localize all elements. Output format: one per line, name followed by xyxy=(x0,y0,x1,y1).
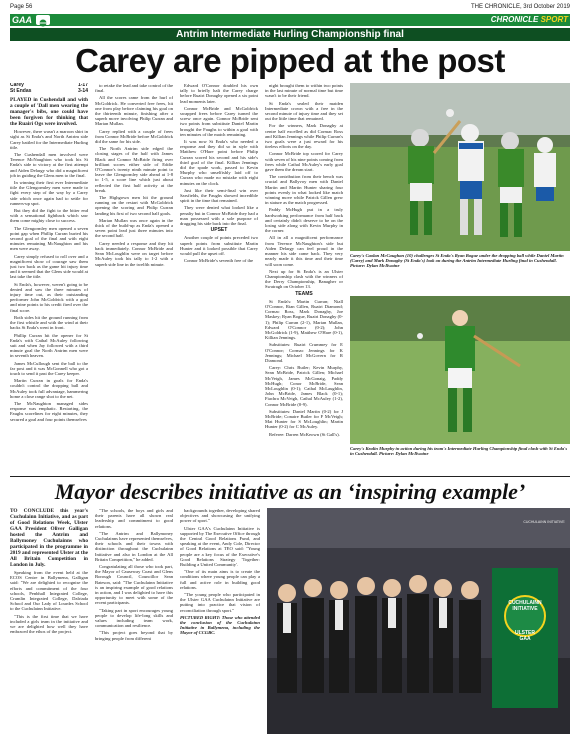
paragraph: "Taking part in sport encourages young people to develop life-long skills and values including team work, communication and resilience. xyxy=(95,607,173,629)
paragraph: Both sides hit the ground running from the first whistle and with the wind at their backs St Enda's went in front. xyxy=(10,314,88,331)
paragraph: The Highgown men hit the ground running on the restart with McGoldrick opening the scoring and Philip Curran landing his first of two second half goals. xyxy=(95,195,173,216)
article-lead: PLAYED in Cushendall and with a couple of 'Dall men wearing the manager's bibs, one could have been forgiven for thinking that the Ruairi Ogs were involved. xyxy=(10,97,88,128)
paragraph: The McNaughton managed sides response was emphatic. Restarting, the Faughs scorelines for eight minutes, they secured a goal and four points themselves xyxy=(10,400,88,422)
paragraph: The Cushendall men involved were Terence McNaughton who took his St Enda's side to victory at the first attempt and Aiden Delargy who did a magnificent job in guiding the Glens men to the final. xyxy=(10,152,88,178)
paragraph: The contribution from their bench was crucial and Ballyvoy men with Daniel Martin and Martin Hunter sharing four points evenly in what looked like match winning move while Patrick Gillen grew in stature as the match progressed. xyxy=(265,174,343,206)
paragraph: But they did the fight to the bitter end with a sensational fightback which saw them come mighty close to success. xyxy=(10,208,88,224)
team-line: Carey: Chris Butler; Kevin Murphy, Sean McBride, Patrick Gillen; Michael McVeigh, James McGonaig, Paddy McHugh; Conor McBride, Sean McLoughlin (0-1); Cathal McLaughlin, John McBride, James Black (0-1); Fiachra McVeigh, Cathal McAuley (1-2), Connor McBride (0-9). xyxy=(265,365,343,407)
paragraph: The North Antrim side edged the closing stages of the half with James Black and Connor McBride firing over brilliant scores either side of Eddie O'Connor's twenty ninth minute point to leave the Glengormley side ahead at 1-8 to 1-5, a score line which just about reflected the first half activity at the break. xyxy=(95,146,173,193)
section-title: Antrim Intermediate Hurling Championship final xyxy=(10,28,570,41)
gaa-label: GAA xyxy=(12,15,32,25)
team-line: St Enda's: Martin Curran; Niall O'Connor, Rian Gillen, Ruairi Diamond; Cormac Ross, Mark Donaghy, Joe Maskey; Ryan Bogue, Ruairi Donaghy (0-1); Philip Curran (2-1), Marian Mullan, Edward O'Connor (0-2); John McGoldrick (1-9), Matthew O'Hare (0-1), Killian Jennings. xyxy=(265,298,343,341)
paragraph: "This project goes beyond that by bringing people from different xyxy=(95,630,173,641)
paragraph: Just like their semi-final win over Sarsfields, the Faughs showed incredible spirit in the time that remained. xyxy=(180,187,258,204)
hurling-photo-2 xyxy=(350,296,570,444)
team-line: Substitutes: Daniel Martin (0-2) for J McBride; Conaire Butler for F McVeigh; Mat Hunter for S McLoughlin; Martin Hunter (0-2) for C McAuley. xyxy=(265,408,343,430)
paragraph: St Enda's, however, weren't going to be denied and saw the three minutes of injury time out, as their outstanding performer John McGoldrick with a goal and nine points to his credit fired over the final score. xyxy=(10,281,88,313)
paragraph: However, there wasn't a maroon shirt in sight as St Enda's and North Antrim side Carey battled for the Intermediate Hurling title. xyxy=(10,129,88,150)
sport-banner xyxy=(10,14,570,26)
paragraph: Speaking from the event held at the ECOS Centre in Ballymena, Galligan said: "We are delighted to recognise the efforts and commitment of the four schools, Penbhall Integrated College, Crumlin Integrated College, Dalriada School and Our Lady of Lourdes School to the Cuchulainn Initiative. xyxy=(10,570,88,612)
team-line: Substitutes: Ruairi Crummey for E O'Connor; Cormac Jennings for K Jennings; Michael McGovern for R Diamond. xyxy=(265,342,343,363)
paragraph: Connor McBride and McGoldrick swapped frees before Carey turned the screw once again. Connor McBride sent two points from substitute Daniel Martin brought the Faughs to within a goal with ten minutes of the match remaining. xyxy=(180,105,258,137)
article-column-4 xyxy=(265,83,343,473)
article-column-1 xyxy=(10,83,88,473)
photo-caption-2: Carey's Kealin Murphy in action during his team's Intermediate Hurling Championship final clash with St Enda's in Cushendall. Picture: Dylan McIlwaine xyxy=(350,446,568,457)
hurling-photo-1 xyxy=(350,83,570,251)
paragraph: night brought them to within two points in the last minute of normal time but time wasn't to be their friend. xyxy=(265,83,343,99)
paragraph: Edward O'Connor doubled his own tally to briefly halt the Carey charge before Ruairi Donaghy opened a six point lead moments later. xyxy=(180,83,258,104)
article-column-2 xyxy=(95,83,173,473)
paragraph: For the winners, Mark Donaghy at centre half excelled as did Cormac Ross and Killian Jennings while Philip Curran's two goals were a just reward for his tireless efforts on the day. xyxy=(265,123,343,150)
score-row: St Endas 3-14 xyxy=(10,87,88,94)
paragraph: Carey simply refused to roll over and a magnificent show of courage saw them just two back as the game hit injury time and it seemed that the Glens side would at last take the title. xyxy=(10,253,88,280)
paragraph: "The schools, the boys and girls and their parents have all shown real leadership and commitment to good relations. xyxy=(95,508,173,529)
article-headline-2: Mayor describes initiative as an ‘inspiring example’ xyxy=(54,479,526,504)
scoreline xyxy=(10,83,88,94)
subheading-teams: TEAMS xyxy=(295,290,313,297)
page-number: Page 56 xyxy=(10,4,33,10)
paragraph: Marian Mullan was once again in the thick of the build-up as Enda's opened a seven point lead just three minutes into the second half. xyxy=(95,217,173,239)
paragraph: Phillip Curran hit the opener for St Enda's with Cathal McAuley following suit and when Jay followed with a third minute goal the North Antrim men were in seventh heaven. xyxy=(10,332,88,359)
cuchulainn-banner: CUCHULAINN INITIATIVE ULSTER GAA xyxy=(508,600,542,642)
paragraph: Ulster GAA's Cuchulainn Initiative is supported by The Executive Office through the Central Good Relations Fund, and speaking at the event, Andy Cole, Director of Good Relations at TEO said: "Young people are a key focus of the Executive's Good Relations Strategy 'Together: Building a United Community'. xyxy=(180,525,260,568)
article2-column-2 xyxy=(95,508,173,734)
article2-column-1 xyxy=(10,508,88,734)
paragraph: All in all a magnificent performance from Terence McNaughton's side but Aiden Delargy can feel proud in the manner his side came back. They very nearly made it this time and their time will soon come. xyxy=(265,235,343,267)
paragraph: backgrounds together, developing shared objectives and showcasing the unifying power of sport." xyxy=(180,508,260,524)
paragraph: Another couple of points preceded two superb points from substitute Martin Hunter and it looked possible that Carey would pull the upset off. xyxy=(180,235,258,257)
paragraph: All the scores came from the hurl of McGoldrick. He converted free frees, hit one from play before claiming his goal on the thirteenth minute, finishing after a superb move involving Philip Curran and Marian Mullan. xyxy=(95,95,173,127)
page-header xyxy=(10,4,570,14)
paragraph: Next up for St Enda's is an Ulster Championship clash with the winners of the Derry Championship, Banagher or Swatragh on October 13. xyxy=(265,268,343,290)
paragraph: Connor McBride top scored for Carey with seven of his nine points coming from frees while Cathal McAuley's early goal gave them the dream start. xyxy=(265,151,343,173)
paragraph: St Enda's sealed their maiden Intermediate crown with a free in the second minute of injury time and they set out the little time that remained. xyxy=(265,100,343,122)
paragraph: "One of its main aims is to create the conditions where young people can play a full and active role in building good relations. xyxy=(180,569,260,590)
paragraph: "The young people who participated in the Ulster GAA Cuchulainn Initiative are putting into practice that vision of reconciliation through sport." xyxy=(180,592,260,613)
paragraph: It was now St Enda's who needed a response and they did so in style with Matthew O'Hare point before Philip Curran scored his second and his side's third goal of the final. Killian Jennings did the spade work, passed to Kevin Murphy who unselfishly laid off to Curran who made no mistake with eight minutes on the clock. xyxy=(180,139,258,186)
gaa-logo-icon xyxy=(36,15,50,25)
team-line: Referee: Darren McKeown (St Gall's). xyxy=(269,431,340,437)
paragraph: They were denied what looked like a penalty but in Connor McBride they had a man possessed with a sole purpose of dragging his side back into the final. xyxy=(180,205,258,227)
article-column-3 xyxy=(180,83,258,473)
photo-caption-3: PICTURED RIGHT: Those who attended the conclusion of the Cuchulainn Initiative in Ballymena, including the Mayor of CCGBC. xyxy=(180,614,260,636)
chronicle-sport-label: CHRONICLE SPORT xyxy=(490,15,568,24)
score-row: Carey 1-17 xyxy=(10,83,88,88)
photo-caption-1: Carey's Caolan McCaughan (10) challenges St Enda's Ryan Bogue under the dropping ball while Daniel Martin (Carey) and Mark Donaghy (St Enda's) look on during the Antrim Intermediate Hurling final in Cushendall. Picture: Dylan McIlwaine xyxy=(350,253,564,269)
paragraph: Martin Curran in goals for Enda's couldn't control the dropping ball and McAuley took full advantage, hammering home a close range shot to the net. xyxy=(10,378,88,399)
paragraph: to retake the lead and take control of the final. xyxy=(95,83,173,94)
paragraph: Carey needed a response and they hit back immediately. Connor McBride and Sean McLoughlin were on target before McAuley took his tally to 1-2 with a superb side line in the twelfth minute. xyxy=(95,240,173,267)
article-divider xyxy=(10,476,570,477)
issue-date: THE CHRONICLE, 3rd October 2019 xyxy=(470,4,570,10)
paragraph: Paddy McHugh put in a truly hardworking performance from half back and certainly didn't deserve to be on the losing side along with Kevin Murphy in the corner. xyxy=(265,207,343,234)
paragraph: Carey replied with a couple of frees from Connor McBride before McGoldrick did the same for his side. xyxy=(95,128,173,145)
paragraph: "The Antrim and Ballymoney Cuchulainns have represented themselves, their schools and their towns with distinction throughout the Cuchulainn Initiative and also in London at the All Britain Competition," he added. xyxy=(95,530,173,562)
article2-lead: TO CONCLUDE this year's Cuchulainn Initiative, and as part of Good Relations Week, Ulster GAA President Oliver Galligan hosted the Antrim and Ballymoney Cuchulainns who participated in the programme in 2019 and represented Ulster at the All Britain Competition in London in July. xyxy=(10,508,88,568)
paragraph: Congratulating all those who took part, the Mayor of Causeway Coast and Glens Borough Council, Councillor Sean Bateson, said: "The Cuchulainn Initiative is an inspiring example of good relations in action, and I was delighted to have this opportunity to meet with some of the recent participants. xyxy=(95,564,173,606)
paragraph: The Glengormley men opened a seven point gap when Phillip Curran buried his second goal of the final and with eight minutes remaining McNaughton and his men were away. xyxy=(10,225,88,252)
article2-column-3 xyxy=(180,508,260,734)
paragraph: James McCullough sent the ball to the far post and it was McGonnell who got a touch to send it past the Carey keeper. xyxy=(10,360,88,376)
paragraph: In winning their first ever Intermediate title the Glengormley men were made to fight every step of the way by a Carey side which once again had to settle for runners-up spot. xyxy=(10,180,88,206)
paragraph: Connor McBride's seventh free of the xyxy=(184,258,254,264)
subheading-upset: UPSET xyxy=(210,227,228,234)
paragraph: "This is the first time that we have included a girls team in the initiative and we are delighted how well they have embraced the ethos of the project. xyxy=(10,613,88,635)
article-headline: Carey are pipped at the post xyxy=(75,42,505,79)
initiative-logo: CUCHULAINN INITIATIVE xyxy=(523,520,565,524)
